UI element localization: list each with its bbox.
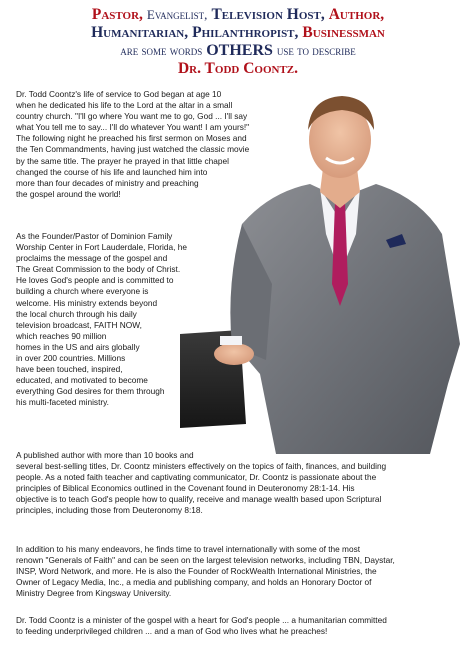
text-line: As the Founder/Pastor of Dominion Family (16, 231, 173, 241)
text-line: several best-selling titles, Dr. Coontz ministers effectively on the topics of faith, finances, and building (16, 461, 387, 472)
headline-line-4 (6, 60, 470, 78)
text-line: television broadcast, FAITH NOW, (16, 319, 142, 330)
headline-name: Dr. Todd Coontz. (177, 60, 299, 77)
word-humanitarian: Humanitarian, (91, 24, 189, 41)
text-line: changed the course of his life and launched him into (16, 166, 208, 177)
text-line: principles of Biblical Economics outlined in the Covenant found in Deuteronomy 28:1-14. His (16, 483, 355, 494)
text-line: principles, including those from Deuteronomy 8:18. (16, 505, 203, 516)
text-line: The following night he preached his first sermon on Moses and (16, 133, 247, 144)
text-line: building a church where everyone is (16, 286, 149, 297)
text-line: In addition to his many endeavors, he finds time to travel internationally with some of the most (16, 544, 361, 554)
text-line: everything God desires for them through (16, 386, 165, 397)
text-line: people. As a noted faith teacher and captivating communicator, Dr. Coontz is passionate about the (16, 472, 377, 483)
text-line: Ministry Degree from Kingsway University. (16, 588, 172, 599)
word-businessman: Businessman (302, 24, 385, 41)
bio-paragraph-3 (16, 450, 386, 517)
word-television-host: Television Host, (211, 6, 325, 23)
text-line: Dr. Todd Coontz's life of service to God began at age 10 (16, 89, 222, 99)
word-author: Author, (328, 6, 385, 23)
text-line: what You tell me to say... I'll do whatever You want! I am yours!" (16, 122, 250, 133)
text-line: country church. "I'll go where You want me to go, God ... I'll say (16, 111, 248, 122)
phrase-are-some-words: are some words (120, 43, 203, 58)
text-line: the local church through his daily (16, 308, 137, 319)
text-line: welcome. His ministry extends beyond (16, 297, 158, 308)
headline-line-2 (6, 24, 470, 42)
text-line: A published author with more than 10 books and (16, 450, 194, 460)
bio-paragraph-2 (16, 231, 187, 409)
bio-paragraph-4 (16, 544, 395, 599)
hand (214, 343, 254, 365)
text-line: proclaims the message of the gospel and (16, 253, 168, 264)
headline-line-1 (6, 6, 470, 24)
shirt-cuff (220, 336, 242, 345)
text-line: Worship Center in Fort Lauderdale, Florida, he (16, 242, 187, 253)
text-line: Dr. Todd Coontz is a minister of the gospel with a heart for God's people ... a humanitarian committed (16, 615, 387, 625)
text-line: have been touched, inspired, (16, 364, 123, 375)
text-line: educated, and motivated to become (16, 375, 148, 386)
text-line: more than four decades of ministry and preaching (16, 177, 199, 188)
text-line: The Great Commission to the body of Christ. (16, 264, 181, 275)
text-line: He loves God's people and is committed to (16, 275, 174, 286)
text-line: to feeding underprivileged children ... and a man of God who lives what he preaches! (16, 626, 328, 637)
bio-paragraph-1 (16, 89, 249, 200)
text-line: in over 200 countries. Millions (16, 353, 126, 364)
word-pastor: Pastor, (91, 6, 143, 23)
word-evangelist: Evangelist, (146, 7, 208, 22)
headline (6, 6, 470, 78)
text-line: by the same title. The prayer he prayed in that little chapel (16, 155, 229, 166)
text-line: Owner of Legacy Media, Inc., a media and publishing company, and holds an Honorary Doctor of (16, 577, 372, 588)
text-line: the Ten Commandments, having just watched the classic movie (16, 144, 250, 155)
bio-paragraph-5 (16, 615, 387, 637)
text-line: INSP, Word Network, and more. He is also the Founder of RockWealth International Ministries, the (16, 566, 377, 577)
word-others: OTHERS (206, 42, 273, 59)
text-line: the gospel around the world! (16, 188, 121, 199)
word-philanthropist: Philanthropist, (192, 24, 299, 41)
text-line: objective is to teach God's people how to qualify, receive and manage wealth based upon Scriptural (16, 494, 382, 505)
phrase-use-to-describe: use to describe (276, 43, 356, 58)
text-line: his multi-faceted ministry. (16, 397, 109, 408)
headline-line-3 (6, 42, 470, 60)
text-line: renown "Generals of Faith" and can be seen on the largest television networks, including TBN, Daystar, (16, 555, 395, 566)
text-line: which reaches 90 million (16, 330, 107, 341)
text-line: homes in the US and airs globally (16, 341, 140, 352)
text-line: when he dedicated his life to the Lord at the altar in a small (16, 100, 233, 111)
